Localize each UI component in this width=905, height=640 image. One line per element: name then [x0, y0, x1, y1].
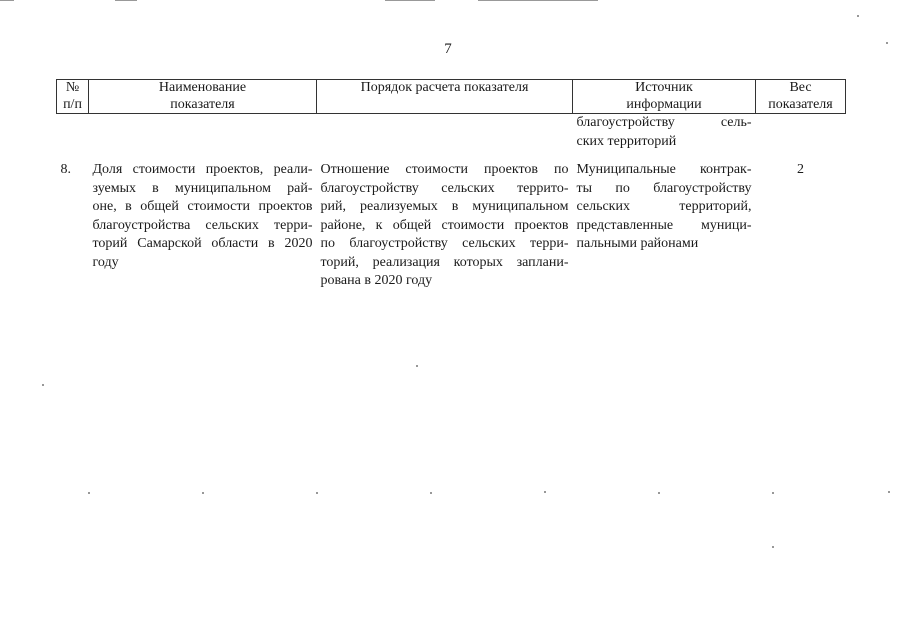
row-number: 8. — [60, 162, 71, 177]
scan-artifact-line — [115, 0, 137, 1]
scan-speck — [430, 492, 432, 494]
scan-artifact-line — [0, 0, 14, 1]
header-information-source: Источник информации — [573, 80, 756, 114]
table-row-continuation — [57, 114, 846, 152]
scan-artifact-line — [385, 0, 435, 1]
table-header-row — [57, 80, 846, 114]
source-continuation: благоустройству сель- ских территорий — [576, 115, 752, 149]
information-source-cell: Муниципальные контрак- ты по благоустройству сельских территорий, представленные муници- пальными районами — [576, 162, 752, 251]
scan-speck — [772, 492, 774, 494]
scan-speck — [658, 492, 660, 494]
scan-speck — [416, 365, 418, 367]
table-row — [57, 151, 846, 291]
header-calculation-order: Порядок расчета показателя — [317, 80, 573, 114]
page-number: 7 — [444, 41, 452, 57]
scan-artifact-line — [478, 0, 598, 1]
scan-speck — [88, 492, 90, 494]
calculation-order-cell: Отношение стоимости проектов по благоустройству сельских террито- рий, реализуемых в муниципальном районе, к общей стоимости проектов по благоустройству сельских терри- торий, реализация которых заплани- рована в 2020 году — [320, 162, 569, 288]
weight-cell: 2 — [797, 162, 804, 177]
header-indicator-name: Наименование показателя — [89, 80, 317, 114]
scan-speck — [202, 492, 204, 494]
indicators-table — [56, 79, 846, 291]
header-weight: Вес показателя — [756, 80, 846, 114]
header-number: № п/п — [57, 80, 89, 114]
scan-speck — [544, 491, 546, 493]
scan-speck — [888, 491, 890, 493]
scan-speck — [42, 384, 44, 386]
scan-speck — [886, 42, 888, 44]
scan-speck — [316, 492, 318, 494]
indicator-name-cell: Доля стоимости проектов, реали- зуемых в муниципальном рай- оне, в общей стоимости проектов благоустройства сельских терри- торий Самарской области в 2020 году — [92, 162, 313, 270]
scan-speck — [857, 15, 859, 17]
scan-speck — [772, 546, 774, 548]
